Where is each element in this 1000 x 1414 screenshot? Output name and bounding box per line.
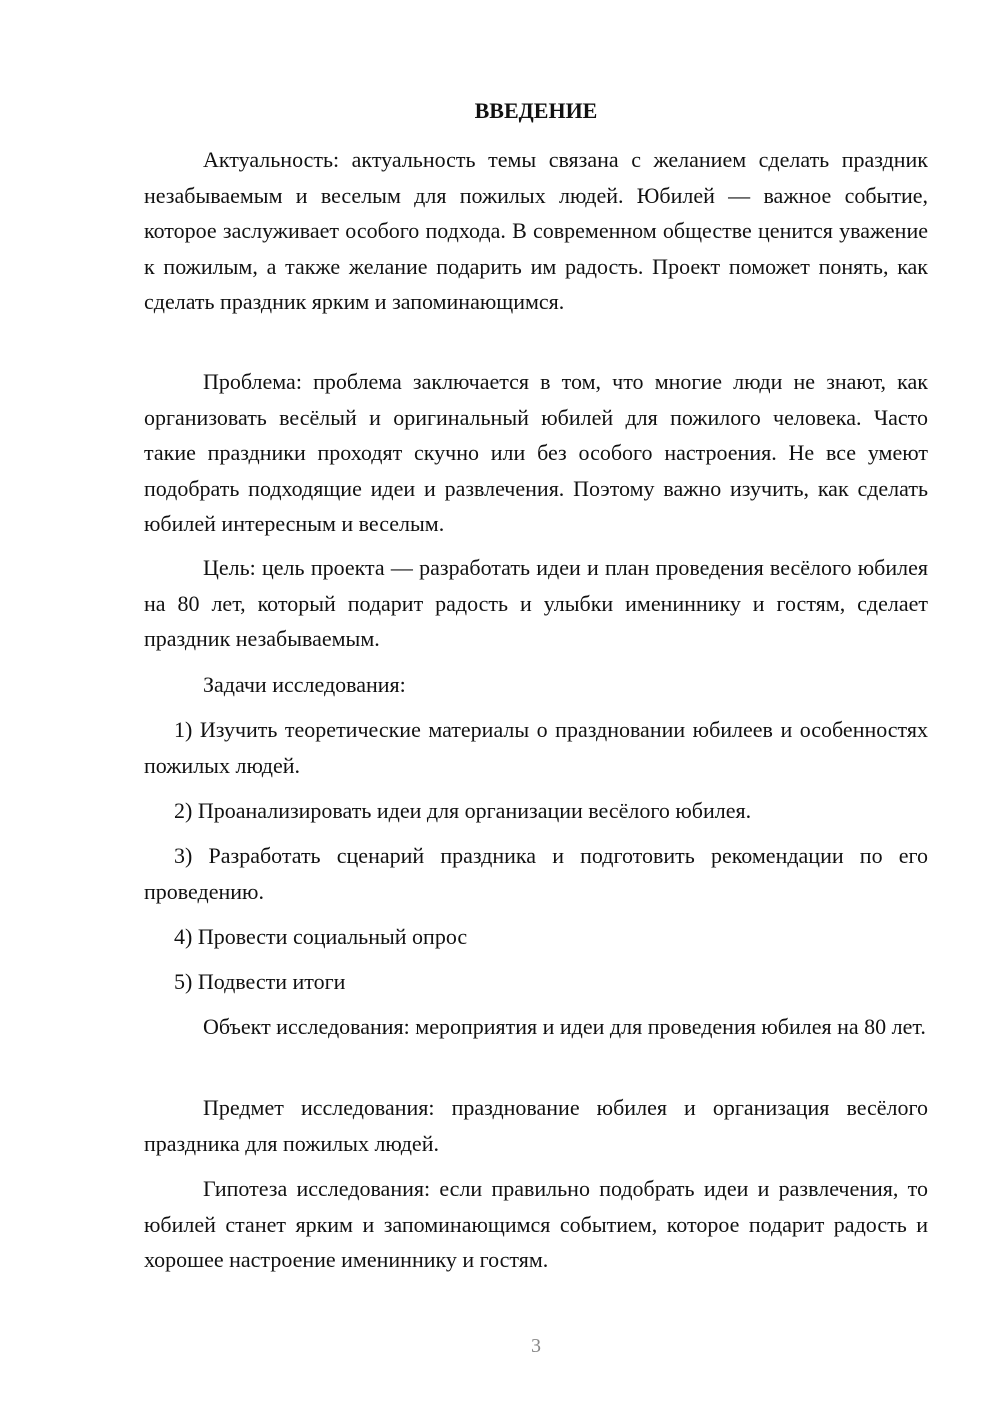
task-item-3: 3) Разработать сценарий праздника и подготовить рекомендации по его проведению.	[144, 843, 928, 904]
object-paragraph: Объект исследования: мероприятия и идеи для проведения юбилея на 80 лет.	[203, 1014, 926, 1039]
task-item-4: 4) Провести социальный опрос	[174, 924, 468, 949]
page-number: 3	[531, 1335, 541, 1357]
subject-paragraph: Предмет исследования: празднование юбилея и организация весёлого праздника для пожилых людей.	[144, 1095, 928, 1156]
task-item-1: 1) Изучить теоретические материалы о праздновании юбилеев и особенностях пожилых людей.	[144, 717, 928, 778]
relevance-paragraph: Актуальность: актуальность темы связана с желанием сделать праздник незабываемым и веселым для пожилых людей. Юбилей — важное событие, которое заслуживает особого подхода. В современном обществе ценится уважение к пожилым, а также желание подарить им радость. Проект поможет понять, как сделать праздник ярким и запоминающимся.	[144, 147, 928, 314]
hypothesis-paragraph: Гипотеза исследования: если правильно подобрать идеи и развлечения, то юбилей станет ярким и запоминающимся событием, которое подарит радость и хорошее настроение имениннику и гостям.	[144, 1176, 928, 1272]
goal-paragraph: Цель: цель проекта — разработать идеи и план проведения весёлого юбилея на 80 лет, который подарит радость и улыбки имениннику и гостям, сделает праздник незабываемым.	[144, 555, 928, 651]
tasks-intro: Задачи исследования:	[203, 672, 406, 697]
problem-paragraph: Проблема: проблема заключается в том, что многие люди не знают, как организовать весёлый и оригинальный юбилей для пожилого человека. Часто такие праздники проходят скучно или без особого настроения. Не все умеют подобрать подходящие идеи и развлечения. Поэтому важно изучить, как сделать юбилей интересным и веселым.	[144, 369, 928, 536]
task-item-2: 2) Проанализировать идеи для организации весёлого юбилея.	[174, 798, 752, 823]
section-heading: ВВЕДЕНИЕ	[474, 98, 598, 123]
task-item-5: 5) Подвести итоги	[174, 969, 346, 994]
